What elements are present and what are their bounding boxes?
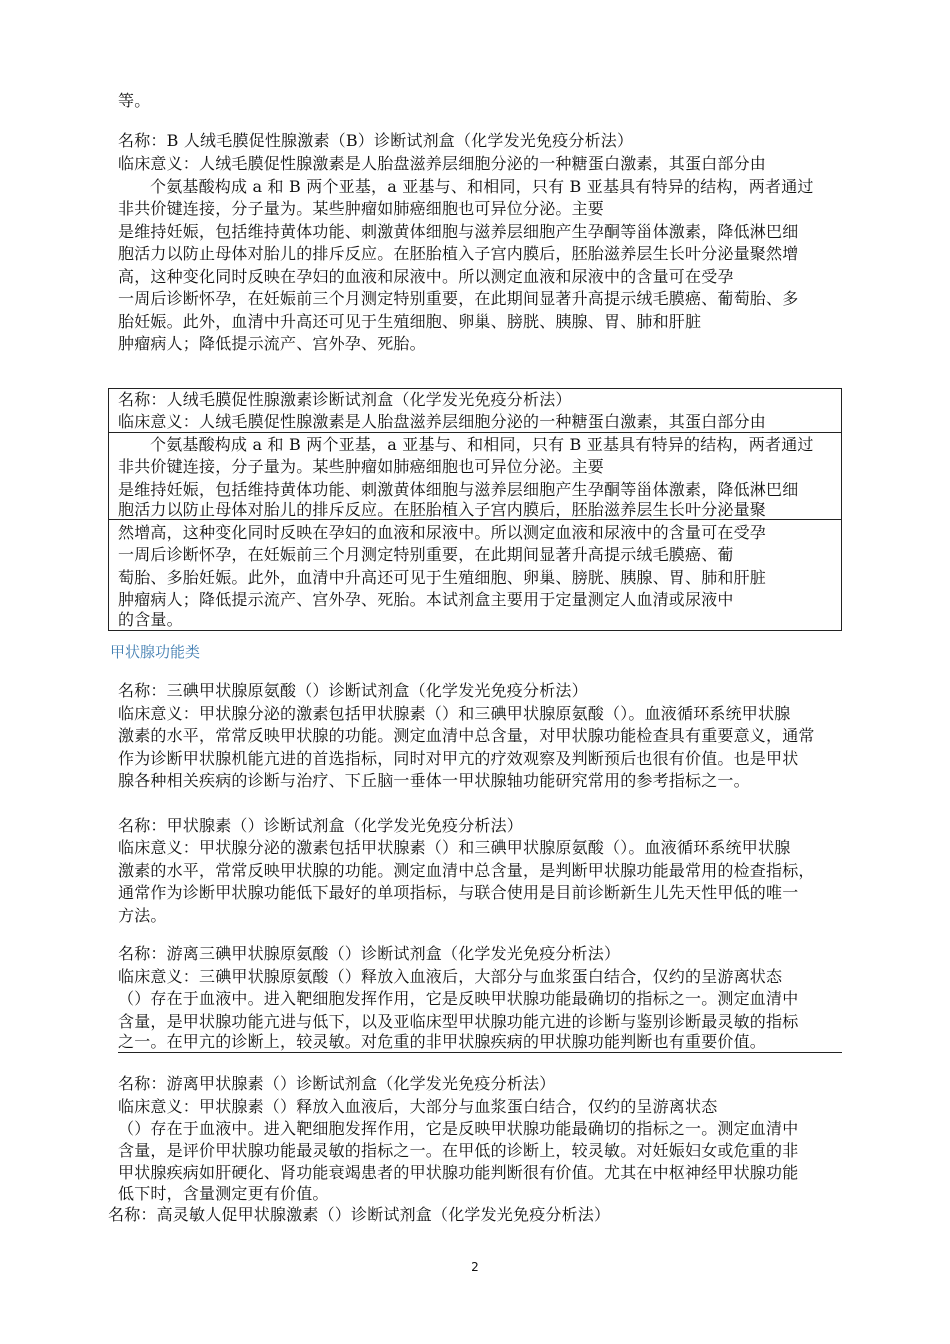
entry-name: 名称：Β 人绒毛膜促性腺激素（Β）诊断试剂盒（化学发光免疫分析法）	[118, 131, 634, 150]
entry-name: 名称：游离甲状腺素（）诊断试剂盒（化学发光免疫分析法）	[118, 1074, 556, 1093]
text-line: 之一。在甲亢的诊断上，较灵敏。对危重的非甲状腺疾病的甲状腺功能判断也有重要价值。	[118, 1032, 767, 1051]
text-line: 激素的水平，常常反映甲状腺的功能。测定血清中总含量，对甲状腺功能检查具有重要意义，通常	[118, 726, 815, 745]
text-line: 肿瘤病人；降低提示流产、宫外孕、死胎。	[118, 334, 426, 353]
text-line: 非共价键连接，分子量为。某些肿瘤如肺癌细胞也可异位分泌。主要	[118, 199, 605, 218]
text-line: 临床意义：甲状腺分泌的激素包括甲状腺素（）和三碘甲状腺原氨酸（）。血液循环系统甲状腺	[118, 704, 791, 723]
text-line: 一周后诊断怀孕，在妊娠前三个月测定特别重要，在此期间显著升高提示绒毛膜癌、葡萄胎、多	[118, 289, 799, 308]
text-line: 甲状腺疾病如肝硬化、肾功能衰竭患者的甲状腺功能判断很有价值。尤其在中枢神经甲状腺功能	[118, 1163, 799, 1182]
text-line: 肿瘤病人；降低提示流产、宫外孕、死胎。本试剂盒主要用于定量测定人血清或尿液中	[118, 590, 734, 609]
text-line: 萄胎、多胎妊娠。此外，血清中升高还可见于生殖细胞、卵巢、膀胱、胰腺、胃、肺和肝脏	[118, 568, 767, 587]
text-line: 含量，是甲状腺功能亢进与低下，以及亚临床型甲状腺功能亢进的诊断与鉴别诊断最灵敏的指标	[118, 1012, 799, 1031]
text-line: 临床意义：人绒毛膜促性腺激素是人胎盘滋养层细胞分泌的一种糖蛋白激素，其蛋白部分由	[118, 154, 767, 173]
text-line: 低下时，含量测定更有价值。	[118, 1184, 329, 1203]
text-line: 通常作为诊断甲状腺功能低下最好的单项指标，与联合使用是目前诊断新生儿先天性甲低的唯一	[118, 883, 799, 902]
text-line: （）存在于血液中。进入靶细胞发挥作用，它是反映甲状腺功能最确切的指标之一。测定血清中	[118, 989, 799, 1008]
text-line: 高，这种变化同时反映在孕妇的血液和尿液中。所以测定血液和尿液中的含量可在受孕	[118, 267, 734, 286]
text-line: 含量，是评价甲状腺功能最灵敏的指标之一。在甲低的诊断上，较灵敏。对妊娠妇女或危重的非	[118, 1141, 799, 1160]
text-line: 腺各种相关疾病的诊断与治疗、下丘脑一垂体一甲状腺轴功能研究常用的参考指标之一。	[118, 771, 750, 790]
text-line: 胞活力以防止母体对胎儿的排斥反应。在胚胎植入子宫内膜后，胚胎滋养层生长叶分泌量聚然增	[118, 244, 799, 263]
text-line: 然增高，这种变化同时反映在孕妇的血液和尿液中。所以测定血液和尿液中的含量可在受孕	[118, 523, 767, 542]
entry-name: 名称：人绒毛膜促性腺激素诊断试剂盒（化学发光免疫分析法）	[118, 390, 572, 409]
text-line: 的含量。	[118, 610, 183, 629]
section-heading: 甲状腺功能类	[110, 643, 201, 661]
text-line: 胞活力以防止母体对胎儿的排斥反应。在胚胎植入子宫内膜后，胚胎滋养层生长叶分泌量聚	[118, 500, 767, 519]
entry-name: 名称：高灵敏人促甲状腺激素（）诊断试剂盒（化学发光免疫分析法）	[108, 1205, 611, 1224]
text-line: 临床意义：甲状腺素（）释放入血液后，大部分与血浆蛋白结合，仅约的呈游离状态	[118, 1097, 718, 1116]
text-line: 个氨基酸构成 a 和 Β 两个亚基，a 亚基与、和相同，只有 Β 亚基具有特异的结构，两者通过	[150, 435, 814, 454]
text-line: 是维持妊娠，包括维持黄体功能、刺激黄体细胞与滋养层细胞产生孕酮等甾体激素，降低淋巴细	[118, 480, 799, 499]
text-line: 等。	[118, 91, 151, 110]
text-line: 临床意义：三碘甲状腺原氨酸（）释放入血液后，大部分与血浆蛋白结合，仅约的呈游离状态	[118, 967, 783, 986]
horizontal-rule	[118, 1052, 842, 1053]
text-line: 方法。	[118, 906, 167, 925]
text-line: 是维持妊娠，包括维持黄体功能、刺激黄体细胞与滋养层细胞产生孕酮等甾体激素，降低淋巴细	[118, 222, 799, 241]
text-line: 胎妊娠。此外，血清中升高还可见于生殖细胞、卵巢、膀胱、胰腺、胃、肺和肝脏	[118, 312, 702, 331]
text-line: 激素的水平，常常反映甲状腺的功能。测定血清中总含量，是判断甲状腺功能最常用的检查指标，	[118, 861, 815, 880]
text-line: 临床意义：人绒毛膜促性腺激素是人胎盘滋养层细胞分泌的一种糖蛋白激素，其蛋白部分由	[118, 412, 767, 431]
text-line: 非共价键连接，分子量为。某些肿瘤如肺癌细胞也可异位分泌。主要	[118, 457, 605, 476]
text-line: （）存在于血液中。进入靶细胞发挥作用，它是反映甲状腺功能最确切的指标之一。测定血清中	[118, 1119, 799, 1138]
text-line: 临床意义：甲状腺分泌的激素包括甲状腺素（）和三碘甲状腺原氨酸（）。血液循环系统甲状腺	[118, 838, 791, 857]
text-line: 作为诊断甲状腺机能亢进的首选指标，同时对甲亢的疗效观察及判断预后也很有价值。也是甲状	[118, 749, 799, 768]
text-line: 一周后诊断怀孕，在妊娠前三个月测定特别重要，在此期间显著升高提示绒毛膜癌、葡	[118, 545, 734, 564]
text-line: 个氨基酸构成 a 和 Β 两个亚基，a 亚基与、和相同，只有 Β 亚基具有特异的结构，两者通过	[150, 177, 814, 196]
entry-name: 名称：游离三碘甲状腺原氨酸（）诊断试剂盒（化学发光免疫分析法）	[118, 944, 621, 963]
entry-name: 名称：三碘甲状腺原氨酸（）诊断试剂盒（化学发光免疫分析法）	[118, 681, 588, 700]
entry-name: 名称：甲状腺素（）诊断试剂盒（化学发光免疫分析法）	[118, 816, 524, 835]
page-number: 2	[471, 1260, 479, 1274]
